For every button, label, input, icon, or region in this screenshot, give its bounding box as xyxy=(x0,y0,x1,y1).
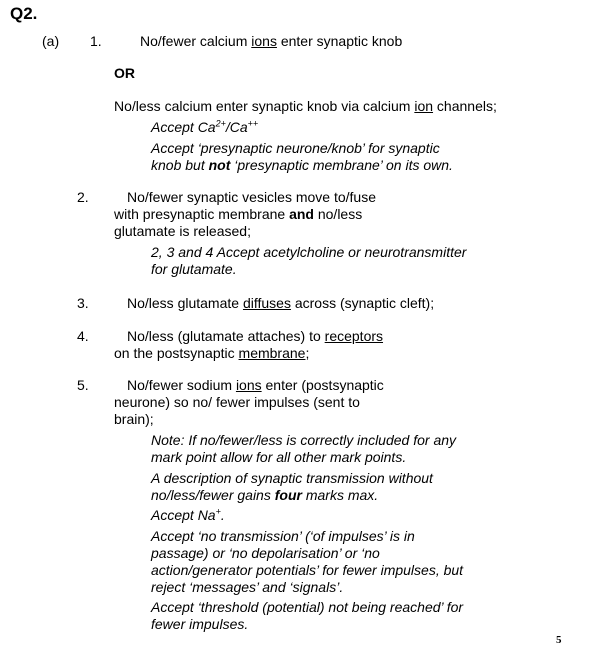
point-3-text: No/less glutamate diffuses across (synaptic cleft); xyxy=(127,295,435,311)
part-label: (a) xyxy=(42,33,60,49)
point-5-accept-na: Accept Na+. xyxy=(151,506,225,523)
point-5-text: No/fewer sodium ions enter (postsynaptic neurone) so no/ fewer impulses (sent to brain); xyxy=(114,377,384,427)
point-1-accept-presynaptic: Accept ‘presynaptic neurone/knob’ for synaptic knob but not ‘presynaptic membrane’ on its own. xyxy=(151,140,453,173)
point-5-note-description: A description of synaptic transmission without no/less/fewer gains four marks max. xyxy=(151,470,433,503)
point-2-text: No/fewer synaptic vesicles move to/fuse with presynaptic membrane and no/less glutamate is released; xyxy=(114,189,376,239)
point-number-4: 4. xyxy=(77,328,89,344)
point-1-alternative: No/less calcium enter synaptic knob via calcium ion channels; xyxy=(114,98,497,114)
point-2-note: 2, 3 and 4 Accept acetylcholine or neurotransmitter for glutamate. xyxy=(151,244,467,277)
point-5-accept-threshold: Accept ‘threshold (potential) not being reached’ for fewer impulses. xyxy=(151,599,464,632)
point-number-3: 3. xyxy=(77,295,89,311)
or-label: OR xyxy=(114,65,135,81)
point-number-2: 2. xyxy=(77,189,89,205)
point-1-text: No/fewer calcium ions enter synaptic knob xyxy=(140,33,403,49)
point-number-1: 1. xyxy=(90,33,102,49)
point-number-5: 5. xyxy=(77,377,89,393)
point-4-text: No/less (glutamate attaches) to receptors on the postsynaptic membrane; xyxy=(114,328,384,361)
point-5-accept-no-transmission: Accept ‘no transmission’ (‘of impulses’ is in passage) or ‘no depolarisation’ or ‘no action/generator potentials’ for fewer impulses, but reject ‘messages’ and ‘signals’. xyxy=(151,528,464,595)
marks-total: 5 xyxy=(556,634,562,646)
question-number: Q2. xyxy=(10,4,38,23)
point-5-note-allow: Note: If no/fewer/less is correctly included for any mark point allow for all other mark points. xyxy=(151,432,457,465)
point-1-accept-ca: Accept $Ca^{2+}/Ca^{++}$ xyxy=(151,118,259,135)
